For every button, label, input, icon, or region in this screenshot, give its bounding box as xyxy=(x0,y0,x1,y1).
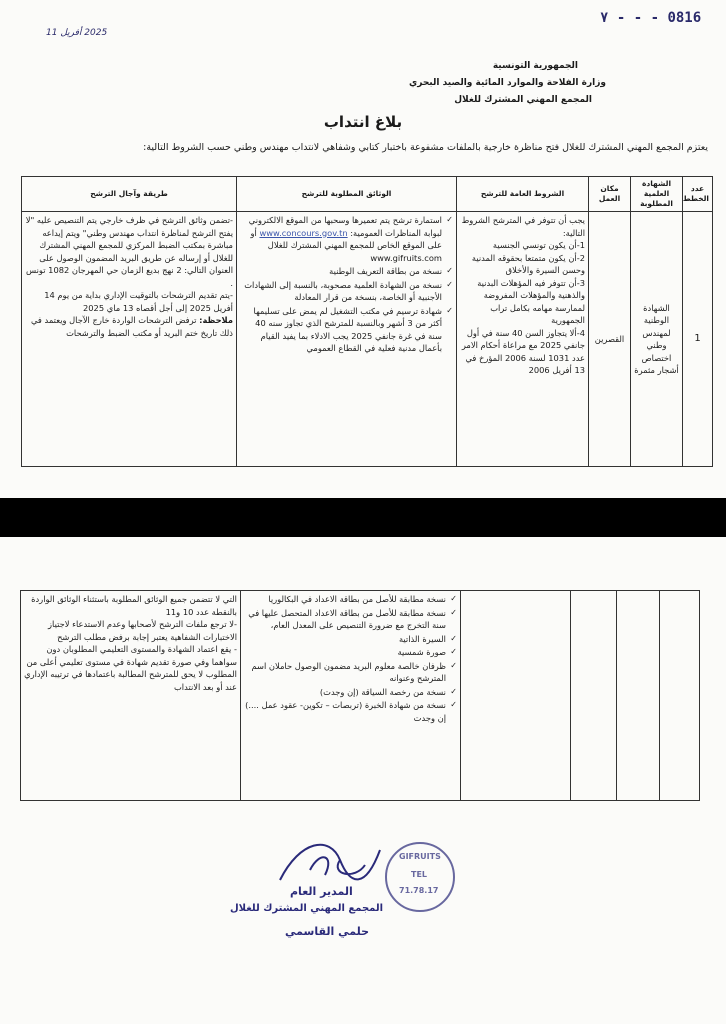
signatory-org: المجمع المهني المشترك للغلال xyxy=(230,903,384,914)
cell-count: 1 xyxy=(683,212,713,467)
method-text: -لا ترجع ملفات الترشح لأصحابها وعدم الاستدعاء لاجتياز الاختبارات الشفاهية يعتبر إجابة برفض مطلب الترشح xyxy=(48,619,237,642)
gifruits-link[interactable]: www.gifruits.com xyxy=(370,252,442,263)
check-mark-icon: ✓ xyxy=(450,686,457,696)
header-documents: الوثائق المطلوبة للترشح xyxy=(237,177,457,212)
reference-number: ٧ - - - 0816 xyxy=(600,10,702,26)
document-item-text: صورة شمسية xyxy=(397,647,446,657)
letterhead xyxy=(409,58,606,109)
condition-item: 3-أن تتوفر فيه المؤهلات البدنية والذهنية والمؤهلات المفروضة لممارسة مهامه بكامل تراب الجمهورية xyxy=(477,277,585,325)
method-text: -تضمن وثائق الترشح في ظرف خارجي يتم التنصيص عليه "لا يفتح الترشح لمناظرة انتداب مهندس وطني" ويتم إيداعه مباشرة بمكتب الضبط المركزي للمجمع المهني المشترك للغلال أو إرساله عن طريق البريد المضمون الوصول على العنوان التالي: 2 نهج بديع الزمان حي المهرجان 1082 تونس . xyxy=(25,215,233,288)
table-header-row xyxy=(22,177,713,212)
condition-item: 1-أن يكون تونسي الجنسية xyxy=(492,240,585,250)
document-item xyxy=(244,607,457,632)
check-mark-icon: ✓ xyxy=(446,266,453,275)
check-mark-icon: ✓ xyxy=(450,607,457,617)
condition-item: 4-ألا يتجاوز السن 40 سنة في أول جانفي 2025 مع مراعاة أحكام الامر عدد 1031 لسنة 2006 المؤرخ في 13 أفريل 2006 xyxy=(461,327,585,375)
document-item xyxy=(240,279,453,304)
document-item xyxy=(244,686,457,699)
date-stamp: 2025 أفريل 11 xyxy=(46,28,108,38)
document-item-text: السيرة الذاتية xyxy=(398,633,446,644)
document-item xyxy=(244,633,457,646)
document-item-text: شهادة ترسيم في مكتب التشغيل لم يمض على تسليمها أكثر من 3 أشهر وبالنسبة للمترشح الذي تجاوز سنه 40 سنة في غرة جانفي 2025 يجب الادلاء بما يفيد القيام بأعمال مدنية فعلية في القطاع العمومي xyxy=(253,305,442,353)
document-item-text: ظرفان خالصة معلوم البريد مضمون الوصول حاملان اسم المترشح وعنوانه xyxy=(251,660,446,683)
header-method: طريقة وآجال الترشح xyxy=(22,177,237,212)
recruitment-table xyxy=(21,176,713,467)
document-item-text: استمارة ترشح يتم تعميرها وسحبها من الموقع الالكتروني لبوابة المناظرات العمومية: xyxy=(248,215,442,238)
check-mark-icon: ✓ xyxy=(450,660,457,670)
document-page-1 xyxy=(0,0,726,498)
method-text: - يقع اعتماد الشهادة والمستوى التعليمي المطلوبان دون سواهما وفي صورة تقديم شهادة في مستوى تعليمي أعلى من المطلوب لا يحق للمترشح المطالبة باعتمادها في ترتيبه الإداري عند أو بعد الانتداب xyxy=(24,644,237,692)
check-mark-icon: ✓ xyxy=(446,279,453,289)
document-item xyxy=(244,660,457,685)
cell-documents xyxy=(237,212,457,467)
page-title: بلاغ انتداب xyxy=(323,113,403,131)
letterhead-line-3: المجمع المهني المشترك للغلال xyxy=(454,95,592,105)
document-item xyxy=(244,699,457,724)
signatory-name: حلمي القاسمي xyxy=(285,925,370,938)
table-row xyxy=(22,212,713,467)
condition-intro: يجب أن تتوفر في المترشح الشروط التالية: xyxy=(461,215,585,238)
header-workplace: مكان العمل xyxy=(589,177,631,212)
cell-method-cont xyxy=(21,591,241,801)
check-mark-icon: ✓ xyxy=(446,215,453,224)
document-item xyxy=(240,305,453,355)
table-row xyxy=(21,591,700,801)
letterhead-line-1: الجمهورية التونسية xyxy=(492,61,578,71)
check-mark-icon: ✓ xyxy=(450,594,457,603)
stamp-tel: TEL xyxy=(411,870,428,879)
header-conditions: الشروط العامة للترشح xyxy=(457,177,589,212)
check-mark-icon: ✓ xyxy=(450,700,457,709)
stamp-text: GIFRUITS xyxy=(399,852,441,861)
document-item-text: نسخة من رخصة السياقة (إن وجدت) xyxy=(319,686,446,697)
note-text: ترفض الترشحات الواردة خارج الآجال ويعتمد في ذلك تاريخ ختم البريد أو مكتب الضبط والترشحات xyxy=(31,315,233,338)
cell-conditions-cont xyxy=(461,591,571,801)
header-count: عدد الخطط xyxy=(683,177,713,212)
document-item xyxy=(240,265,453,278)
method-note xyxy=(25,314,233,339)
cell-degree-cont xyxy=(617,591,660,801)
cell-workplace: القصرين xyxy=(589,212,631,467)
page-separator xyxy=(0,498,726,537)
document-item-text: نسخة من شهادة الخبرة (تربصات – تكوين- عقود عمل ....) إن وجدت xyxy=(245,700,446,723)
method-deadline: -يتم تقديم الترشحات بالتوقيت الإداري بداية من يوم 14 أفريل 2025 إلى أجل أقصاه 13 ماي 2025 xyxy=(44,290,233,313)
note-label: ملاحظة: xyxy=(199,315,233,325)
letterhead-line-2: وزارة الفلاحة والموارد المائية والصيد البحري xyxy=(408,78,606,88)
cell-documents-cont xyxy=(241,591,461,801)
condition-item: 2-أن يكون متمتعا بحقوقه المدنية وحسن السيرة والأخلاق xyxy=(471,252,585,275)
document-item xyxy=(240,214,453,264)
stamp-number: 71.78.17 xyxy=(399,886,439,895)
cell-workplace-cont xyxy=(571,591,617,801)
cell-count-cont xyxy=(660,591,700,801)
cell-conditions xyxy=(457,212,589,467)
intro-paragraph: يعتزم المجمع المهني المشترك للغلال فتح مناظرة خارجية بالملفات مشفوعة باختبار كتابي وشفاهي لانتداب مهندس وطني حسب الشروط التالية: xyxy=(143,142,708,153)
recruitment-table-continued xyxy=(20,590,700,801)
document-item-text: نسخة من الشهادة العلمية مصحوبة، بالنسبة إلى الشهادات الأجنبية أو الخاصة، بنسخة من قرار المعادلة xyxy=(244,279,442,302)
cell-method xyxy=(22,212,237,467)
document-item xyxy=(244,593,457,606)
check-mark-icon: ✓ xyxy=(450,647,457,656)
check-mark-icon: ✓ xyxy=(450,633,457,643)
signatory-title: المدير العام xyxy=(290,885,353,898)
document-item-text: نسخة مطابقة للأصل من بطاقة الاعداد المتحصل عليها في سنة التخرج مع ضرورة التنصيص على المعدل العام، xyxy=(248,607,446,630)
document-item-text: نسخة مطابقة للأصل من بطاقة الاعداد في البكالوريا xyxy=(268,594,446,604)
concours-link[interactable]: www.concours.gov.tn xyxy=(259,227,348,238)
method-text: التي لا تتضمن جميع الوثائق المطلوبة باستثناء الوثائق الواردة بالنقطة عدد 10 و11 xyxy=(31,594,237,617)
document-item-text: أو على الموقع الخاص للمجمع المهني المشترك للغلال xyxy=(250,227,442,250)
check-mark-icon: ✓ xyxy=(446,305,453,315)
cell-degree: الشهادة الوطنية لمهندس وطني اختصاص أشجار مثمرة xyxy=(631,212,683,467)
document-item-text: نسخة من بطاقة التعريف الوطنية xyxy=(329,266,442,276)
document-item xyxy=(244,646,457,659)
official-stamp xyxy=(385,842,455,912)
header-degree: الشهادة العلمية المطلوبة xyxy=(631,177,683,212)
